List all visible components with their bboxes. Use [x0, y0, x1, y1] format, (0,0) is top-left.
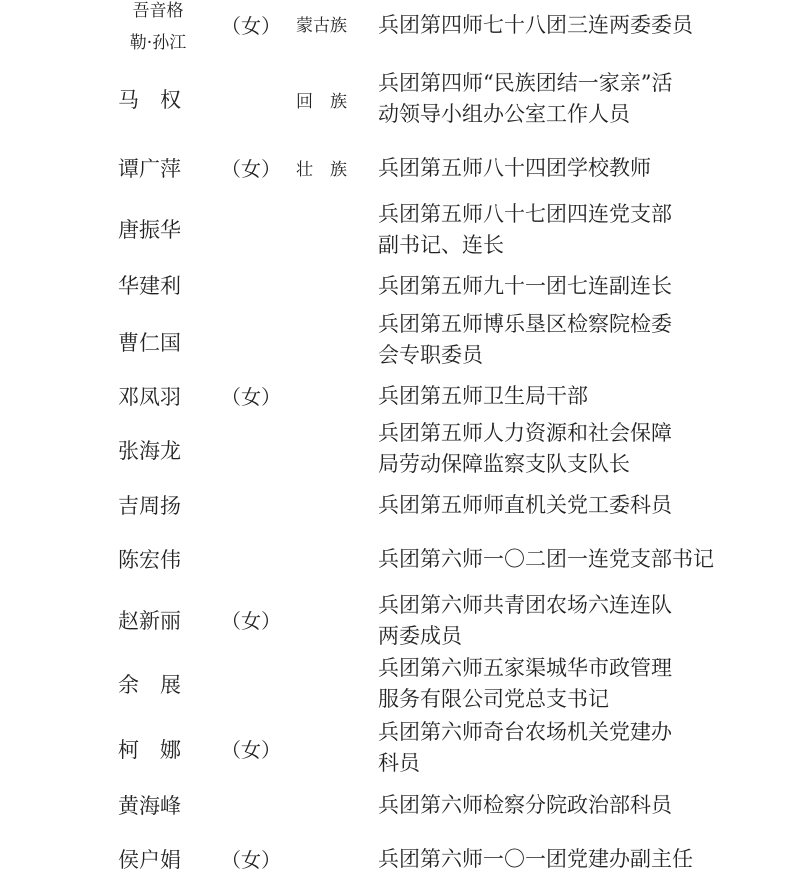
position — [378, 381, 698, 412]
person-name: 陈宏伟 — [118, 548, 181, 572]
position — [378, 717, 698, 779]
position-line: 兵团第五师八十四团学校教师 — [378, 156, 651, 180]
position — [378, 790, 698, 821]
position — [378, 544, 714, 575]
person-name: 余 展 — [118, 673, 181, 697]
gender-note: （女） — [221, 14, 281, 38]
person-name: 柯 娜 — [118, 738, 181, 762]
position-line: 兵团第五师博乐垦区检察院检委 — [378, 312, 672, 336]
position — [378, 10, 698, 41]
position-line: 科员 — [378, 751, 420, 775]
position — [378, 199, 698, 261]
position-line: 兵团第六师检察分院政治部科员 — [378, 793, 672, 817]
position-line: 兵团第五师师直机关党工委科员 — [378, 493, 672, 517]
gender-note: （女） — [221, 157, 281, 181]
position — [378, 68, 698, 130]
person-name: 赵新丽 — [118, 609, 181, 633]
position-line: 会专职委员 — [378, 343, 483, 367]
person-name: 邓凤羽 — [118, 385, 181, 409]
position — [378, 153, 698, 184]
position — [378, 653, 698, 715]
position-line: 兵团第四师“民族团结一家亲”活 — [378, 71, 673, 95]
person-name: 谭广萍 — [118, 157, 181, 181]
position-line: 副书记、连长 — [378, 233, 504, 257]
position-line: 兵团第六师五家渠城华市政管理 — [378, 656, 672, 680]
position-line: 服务有限公司党总支书记 — [378, 687, 609, 711]
position — [378, 309, 698, 371]
position-line: 兵团第六师共青团农场六连连队 — [378, 593, 672, 617]
position-line: 兵团第六师一〇一团党建办副主任 — [378, 847, 693, 871]
person-name: 黄海峰 — [118, 794, 181, 818]
person-name: 马 权 — [118, 88, 181, 112]
person-name-line: 吾音格 — [132, 1, 184, 21]
position — [378, 590, 698, 652]
person-name-line: 勒·孙江 — [129, 33, 187, 53]
gender-note: （女） — [221, 609, 281, 633]
position — [378, 844, 698, 875]
position-line: 兵团第四师七十八团三连两委委员 — [378, 13, 693, 37]
position-line: 兵团第五师卫生局干部 — [378, 384, 588, 408]
position-line: 兵团第六师一〇二团一连党支部书记 — [378, 547, 714, 571]
gender-note: （女） — [221, 848, 281, 872]
position-line: 兵团第五师人力资源和社会保障 — [378, 421, 672, 445]
person-name: 华建利 — [118, 274, 181, 298]
person-name: 侯户娟 — [118, 848, 181, 872]
gender-note: （女） — [221, 385, 281, 409]
ethnicity: 蒙古族 — [296, 16, 347, 36]
person-name: 唐振华 — [118, 218, 181, 242]
person-name: 张海龙 — [118, 439, 181, 463]
person-name: 曹仁国 — [118, 331, 181, 355]
position-line: 两委成员 — [378, 624, 462, 648]
position — [378, 418, 698, 480]
person-name: 吉周扬 — [118, 494, 181, 518]
ethnicity: 壮 族 — [296, 160, 347, 180]
position-line: 动领导小组办公室工作人员 — [378, 102, 630, 126]
position-line: 兵团第六师奇台农场机关党建办 — [378, 720, 672, 744]
position-line: 兵团第五师八十七团四连党支部 — [378, 202, 672, 226]
gender-note: （女） — [221, 738, 281, 762]
ethnicity: 回 族 — [296, 92, 347, 112]
position — [378, 490, 698, 521]
position — [378, 271, 698, 302]
position-line: 局劳动保障监察支队支队长 — [378, 452, 630, 476]
position-line: 兵团第五师九十一团七连副连长 — [378, 274, 672, 298]
